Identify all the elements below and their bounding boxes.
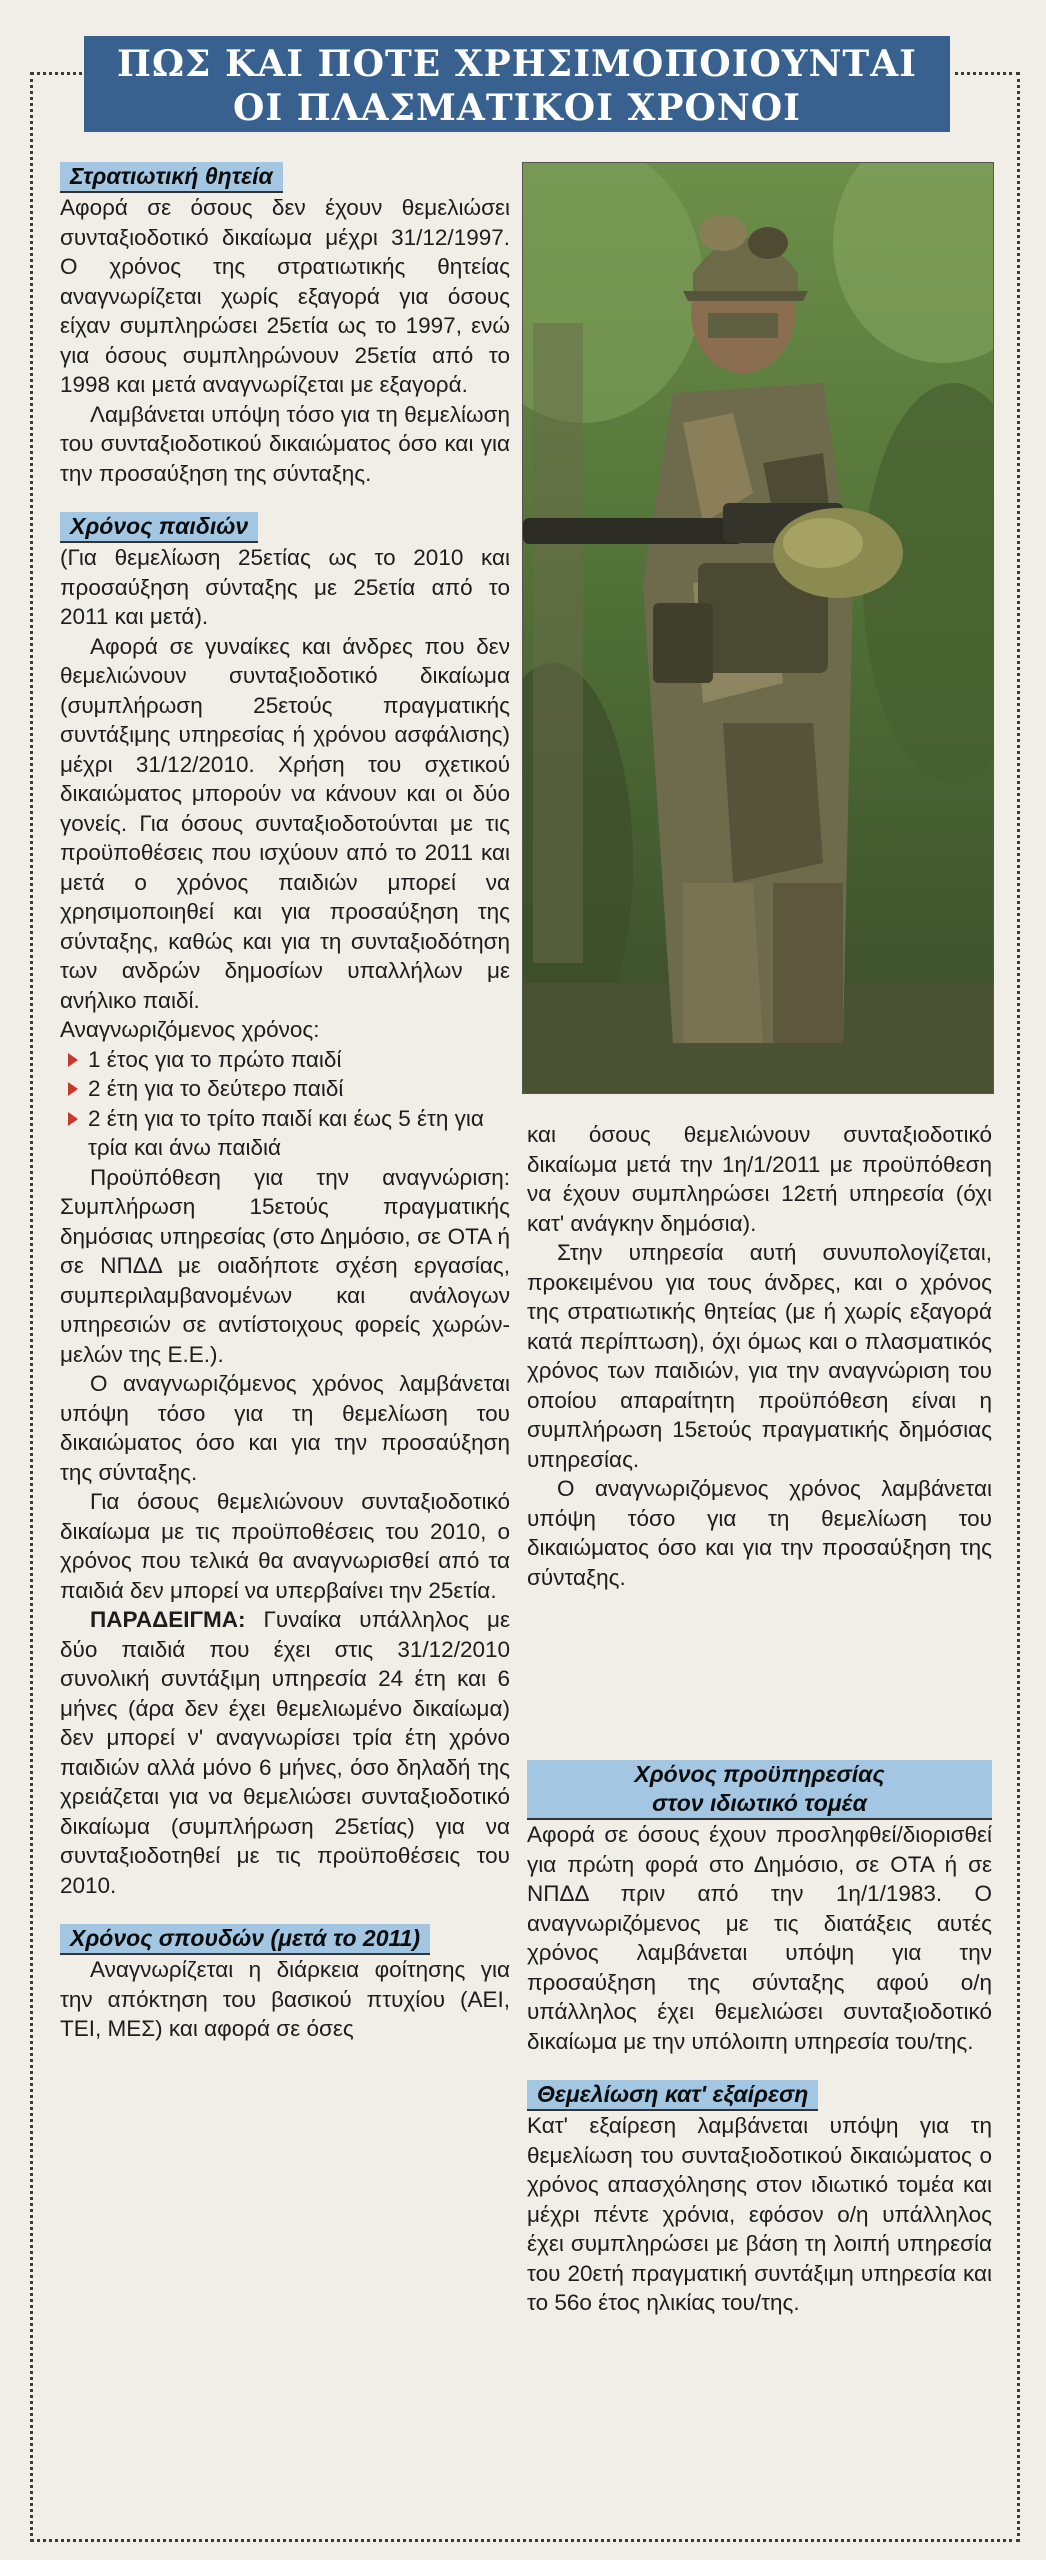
left-column	[60, 162, 510, 2044]
right-column-upper	[527, 1120, 992, 1592]
bullet-text: 2 έτη για το δεύτερο παιδί	[88, 1076, 344, 1101]
list-item	[60, 1074, 510, 1104]
children-paragraph-1: (Για θεμελίωση 25ετίας ως το 2010 και προσαύξηση σύνταξης με 25ετία από το 2011 και μετά).	[60, 545, 510, 629]
private-paragraph-1: Αφορά σε όσους έχουν προσληφθεί/διορισθεί για πρώτη φορά στο Δημόσιο, σε ΟΤΑ ή σε ΝΠΔΔ πριν από την 1η/1/1983. Ο αναγνωριζόμενος με τις διατάξεις αυτές χρόνος λαμβάνεται υπόψη για την προσαύξηση της σύνταξης αφού ο/η υπάλληλος έχει θεμελιώσει συνταξιοδοτικό δικαίωμα με την υπόλοιπη υπηρεσία του/της.	[527, 1822, 992, 2054]
children-paragraph-3: Αναγνωριζόμενος χρόνος:	[60, 1017, 320, 1042]
title-line-1: ΠΩΣ ΚΑΙ ΠΟΤΕ ΧΡΗΣΙΜΟΠΟΙΟΥΝΤΑΙ	[117, 43, 917, 85]
children-paragraph-6: Για όσους θεμελιώνουν συνταξιοδοτικό δικαίωμα με τις προϋποθέσεις του 2010, ο χρόνος που τελικά θα αναγνωρισθεί από τα παιδιά δεν μπορεί να υπερβαίνει την 25ετία.	[60, 1489, 510, 1603]
studies-paragraph-2: και όσους θεμελιώνουν συνταξιοδοτικό δικαίωμα μετά την 1η/1/2011 με προϋπόθεση να έχουν συμπληρώσει 12ετή υπηρεσία (όχι κατ' ανάγκην δημόσια).	[527, 1122, 992, 1236]
example-text: Γυναίκα υπάλληλος με δύο παιδιά που έχει στις 31/12/2010 συνολική συντάξιμη υπηρεσία 24 έτη και 6 μήνες (άρα δεν έχει θεμελιωμένο δικαίωμα) δεν μπορεί ν' αναγνωρίσει τρία έτη χρόνο παιδιών αλλά μόνο 6 μήνες, όσο δηλαδή της χρειάζεται για να θεμελιώσει συνταξιοδοτικό δικαίωμα (συμπλήρωση 25ετίας) για να συνταξιοδοτηθεί με τις προϋποθέσεις του 2010.	[60, 1607, 510, 1898]
studies-paragraph-1: Αναγνωρίζεται η διάρκεια φοίτησης για την απόκτηση του βασικού πτυχίου (ΑΕΙ, ΤΕΙ, ΜΕΣ) και αφορά σε όσες	[60, 1957, 510, 2041]
children-paragraph-5: Ο αναγνωριζόμενος χρόνος λαμβάνεται υπόψη τόσο για τη θεμελίωση του δικαιώματος όσο και για την προσαύξηση της σύνταξης.	[60, 1371, 510, 1485]
studies-heading: Χρόνος σπουδών (μετά το 2011)	[60, 1924, 430, 1955]
example-label: ΠΑΡΑΔΕΙΓΜΑ:	[90, 1607, 246, 1632]
studies-paragraph-3: Στην υπηρεσία αυτή συνυπολογίζεται, προκειμένου για τους άνδρες, και ο χρόνος της στρατιωτικής θητείας (με ή χωρίς εξαγορά κατά περίπτωση), όχι όμως και ο πλασματικός χρόνος των παιδιών, για την αναγνώριση του οποίου απαραίτητη προϋπόθεση είναι η συμπλήρωση 15ετούς πραγματικής δημόσιας υπηρεσίας.	[527, 1240, 992, 1472]
example-paragraph	[60, 1605, 510, 1900]
private-heading	[527, 1760, 992, 1820]
triangle-bullet-icon	[68, 1053, 78, 1067]
military-paragraph-1: Αφορά σε όσους δεν έχουν θεμελιώσει συνταξιοδοτικό δικαίωμα μέχρι 31/12/1997. Ο χρόνος της στρατιωτικής θητείας αναγνωρίζεται χωρίς εξαγορά για όσους είχαν συμπληρώσει 25ετία ως το 1997, ενώ για όσους συμπληρώνουν 25ετία από το 1998 και μετά αναγνωρίζεται με εξαγορά.	[60, 195, 510, 397]
exception-paragraph-1: Κατ' εξαίρεση λαμβάνεται υπόψη για τη θεμελίωση του συνταξιοδοτικού δικαιώματος ο χρόνος απασχόλησης στον ιδιωτικό τομέα και μέχρι πέντε χρόνια, εφόσον ο/η υπάλληλος έχει συμπληρώσει με βάση τη λοιπή υπηρεσία του 20ετή πραγματική συντάξιμη υπηρεσία και το 56ο έτος ηλικίας του/της.	[527, 2113, 992, 2315]
military-paragraph-2: Λαμβάνεται υπόψη τόσο για τη θεμελίωση του συνταξιοδοτικού δικαιώματος όσο και για την προσαύξηση της σύνταξης.	[60, 401, 510, 486]
bullet-text: 2 έτη για το τρίτο παιδί και έως 5 έτη για τρία και άνω παιδιά	[88, 1105, 484, 1160]
soldier-photo	[522, 162, 994, 1094]
children-paragraph-2: Αφορά σε γυναίκες και άνδρες που δεν θεμελιώνουν συνταξιοδοτικό δικαίωμα (συμπλήρωση 25ετούς πραγματικής συντάξιμης υπηρεσίας ή χρόνου ασφάλισης) μέχρι 31/12/2010. Χρήση του σχετικού δικαιώματος μπορούν να κάνουν και οι δύο γονείς. Για όσους συνταξιοδοτούνται με τις προϋποθέσεις που ισχύουν από το 2011 και μετά ο χρόνος παιδιών μπορεί να χρησιμοποιηθεί και για προσαύξηση της σύνταξης, καθώς και για τη συνταξιοδότηση των ανδρών δημοσίων υπαλλήλων με ανήλικο παιδί.	[60, 633, 510, 1013]
exception-heading: Θεμελίωση κατ' εξαίρεση	[527, 2080, 818, 2111]
triangle-bullet-icon	[68, 1112, 78, 1126]
article-title	[82, 34, 952, 134]
list-item	[60, 1104, 510, 1163]
bullet-text: 1 έτος για το πρώτο παιδί	[88, 1046, 342, 1072]
list-item	[60, 1045, 510, 1075]
title-line-2: ΟΙ ΠΛΑΣΜΑΤΙΚΟΙ ΧΡΟΝΟΙ	[233, 87, 801, 129]
studies-paragraph-4: Ο αναγνωριζόμενος χρόνος λαμβάνεται υπόψη τόσο για τη θεμελίωση του δικαιώματος όσο και για την προσαύξηση της σύνταξης.	[527, 1476, 992, 1590]
children-heading: Χρόνος παιδιών	[60, 512, 258, 543]
children-paragraph-4: Προϋπόθεση για την αναγνώριση: Συμπλήρωση 15ετούς πραγματικής δημόσιας υπηρεσίας (στο Δημόσιο, σε ΟΤΑ ή σε ΝΠΔΔ με οιαδήποτε σχέση εργασίας, συμπεριλαμβανομένων και ανάλογων υπηρεσιών σε αντίστοιχους φορείς χωρών-μελών της Ε.Ε.).	[60, 1164, 510, 1367]
military-heading: Στρατιωτική θητεία	[60, 162, 283, 193]
right-column-lower	[527, 1760, 992, 2318]
triangle-bullet-icon	[68, 1082, 78, 1096]
private-heading-line-2: στον ιδιωτικό τομέα	[652, 1790, 867, 1816]
private-heading-line-1: Χρόνος προϋπηρεσίας	[634, 1761, 885, 1787]
